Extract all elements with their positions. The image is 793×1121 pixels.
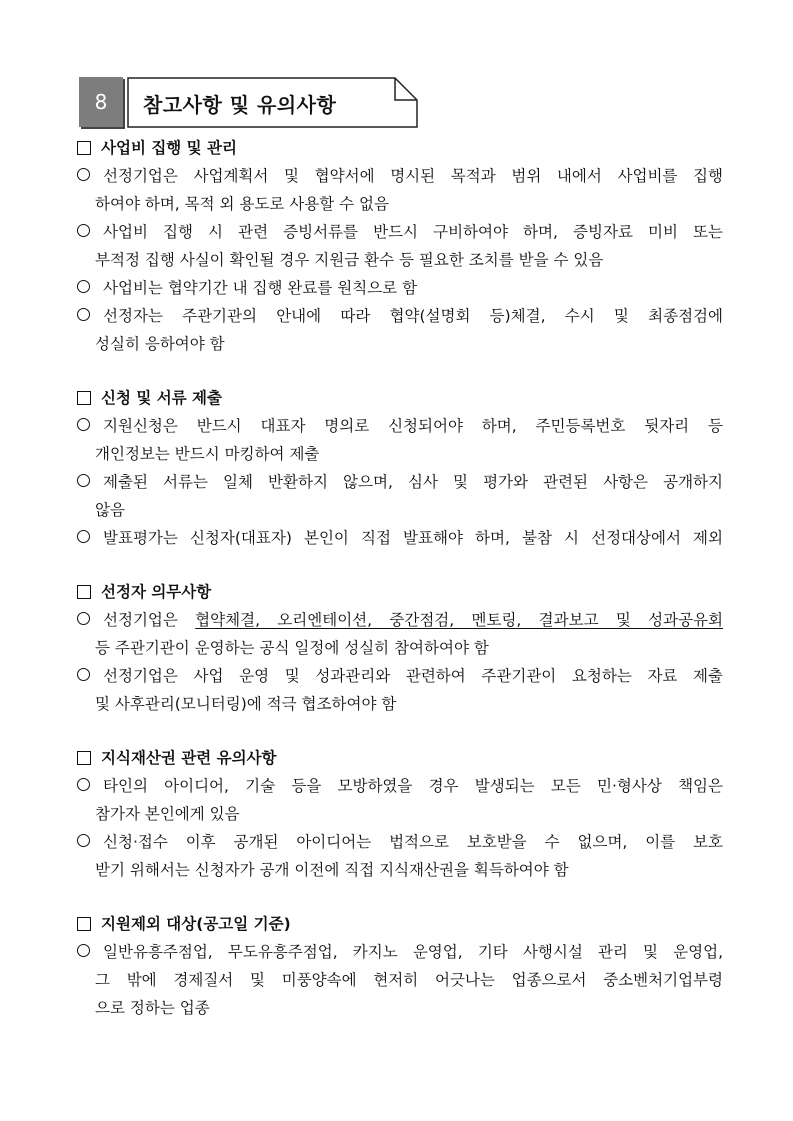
section-heading-text: 지식재산권 관련 유의사항 [101, 749, 277, 767]
list-item [77, 302, 723, 358]
item-line: 부적정 집행 사실이 확인될 경우 지원금 환수 등 필요한 조치를 받을 수 있음 [95, 251, 604, 269]
circle-bullet-icon [77, 834, 90, 847]
section-heading-text: 신청 및 서류 제출 [101, 389, 223, 407]
item-line: 선정기업은 사업계획서 및 협약서에 명시된 목적과 범위 내에서 사업비를 집행 [103, 167, 723, 185]
item-text: 선정기업은 [103, 611, 196, 629]
section-heading [77, 578, 723, 606]
circle-bullet-icon [77, 280, 90, 293]
item-line: 제출된 서류는 일체 반환하지 않으며, 심사 및 평가와 관련된 사항은 공개하지 [103, 473, 723, 491]
notice-content [77, 134, 723, 1048]
list-item [77, 938, 723, 1022]
item-line: 하여야 하며, 목적 외 용도로 사용할 수 없음 [95, 195, 389, 213]
item-line: 선정자는 주관기관의 안내에 따라 협약(설명회 등)체결, 수시 및 최종점검에 [103, 307, 723, 325]
circle-bullet-icon [77, 474, 90, 487]
item-line: 및 사후관리(모니터링)에 적극 협조하여야 함 [95, 695, 397, 713]
circle-bullet-icon [77, 168, 90, 181]
item-line: 않음 [95, 501, 125, 519]
item-line: 개인정보는 반드시 마킹하여 제출 [95, 445, 320, 463]
checkbox-square-icon [77, 917, 91, 931]
section-excluded-businesses [77, 910, 723, 1022]
section-heading-text: 선정자 의무사항 [101, 583, 212, 601]
checkbox-square-icon [77, 141, 91, 155]
item-line: 참가자 본인에게 있음 [95, 805, 240, 823]
list-item [77, 772, 723, 828]
item-line: 타인의 아이디어, 기술 등을 모방하였을 경우 발생되는 모든 민·형사상 책임은 [103, 777, 723, 795]
page-title: 참고사항 및 유의사항 [143, 93, 337, 117]
checkbox-square-icon [77, 751, 91, 765]
section-number-badge: 8 [79, 77, 123, 127]
item-line: 발표평가는 신청자(대표자) 본인이 직접 발표해야 하며, 불참 시 선정대상에서 제외 [103, 529, 723, 547]
circle-bullet-icon [77, 308, 90, 321]
list-item [77, 662, 723, 718]
item-line: 등 주관기관이 운영하는 공식 일정에 성실히 참여하여야 함 [95, 639, 489, 657]
list-item [77, 218, 723, 274]
list-item [77, 606, 723, 662]
section-heading-text: 지원제외 대상(공고일 기준) [101, 915, 291, 933]
item-line: 선정기업은 사업 운영 및 성과관리와 관련하여 주관기관이 요청하는 자료 제출 [103, 667, 723, 685]
item-line: 신청·접수 이후 공개된 아이디어는 법적으로 보호받을 수 없으며, 이를 보호 [103, 833, 723, 851]
checkbox-square-icon [77, 391, 91, 405]
section-heading [77, 384, 723, 412]
circle-bullet-icon [77, 668, 90, 681]
circle-bullet-icon [77, 944, 90, 957]
item-line: 받기 위해서는 신청자가 공개 이전에 직접 지식재산권을 획득하여야 함 [95, 861, 569, 879]
item-line: 지원신청은 반드시 대표자 명의로 신청되어야 하며, 주민등록번호 뒷자리 등 [103, 417, 723, 435]
item-line: 그 밖에 경제질서 및 미풍양속에 현저히 어긋나는 업종으로서 중소벤처기업부령 [95, 971, 723, 989]
list-item [77, 524, 723, 552]
section-application-submission [77, 384, 723, 552]
list-item [77, 274, 723, 302]
section-selectee-obligations [77, 578, 723, 718]
section-heading [77, 910, 723, 938]
circle-bullet-icon [77, 224, 90, 237]
list-item [77, 828, 723, 884]
item-line: 사업비는 협약기간 내 집행 완료를 원칙으로 함 [103, 279, 418, 297]
section-heading [77, 134, 723, 162]
item-line: 사업비 집행 시 관련 증빙서류를 반드시 구비하여야 하며, 증빙자료 미비 또는 [103, 223, 723, 241]
circle-bullet-icon [77, 530, 90, 543]
item-line: 일반유흥주점업, 무도유흥주점업, 카지노 운영업, 기타 사행시설 관리 및 운영업, [103, 943, 723, 961]
section-header [79, 77, 419, 129]
checkbox-square-icon [77, 585, 91, 599]
underlined-schedule-text: 협약체결, 오리엔테이션, 중간점검, 멘토링, 결과보고 및 성과공유회 [195, 611, 723, 629]
list-item [77, 468, 723, 524]
section-heading [77, 744, 723, 772]
list-item [77, 412, 723, 468]
item-line: 성실히 응하여야 함 [95, 335, 225, 353]
section-ip-notice [77, 744, 723, 884]
section-heading-text: 사업비 집행 및 관리 [101, 139, 237, 157]
item-line [103, 606, 723, 634]
item-line: 으로 정하는 업종 [95, 999, 210, 1017]
list-item [77, 162, 723, 218]
circle-bullet-icon [77, 778, 90, 791]
circle-bullet-icon [77, 418, 90, 431]
circle-bullet-icon [77, 612, 90, 625]
section-budget-management [77, 134, 723, 358]
